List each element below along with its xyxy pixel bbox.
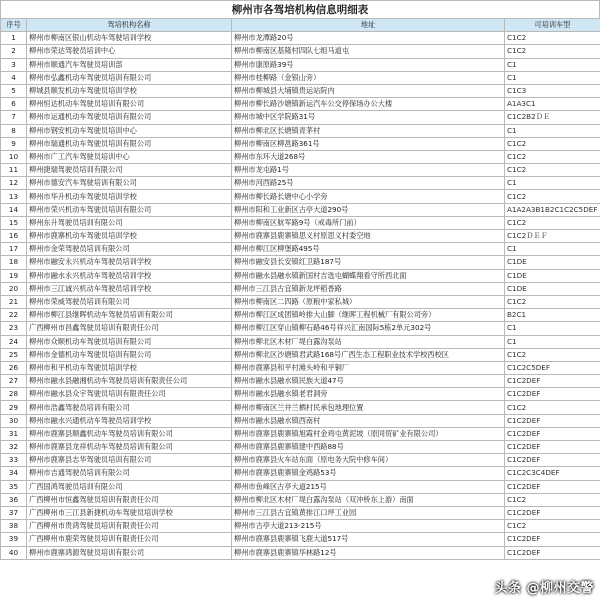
cell-name: 柳州市柳南区银山机动车驾驶培训学校 <box>27 32 232 45</box>
cell-address: 柳州市柳江区成团镇岭排大山脚（继晖工程机械厂有限公司旁） <box>232 309 505 322</box>
cell-no: 37 <box>1 506 27 519</box>
cell-no: 34 <box>1 467 27 480</box>
cell-address: 柳州市柳南区航军路9号（戒毒所门前） <box>232 216 505 229</box>
cell-name: 柳州市三江诚兴机动车驾驶员培训学校 <box>27 282 232 295</box>
table-row <box>1 71 600 84</box>
cell-no: 2 <box>1 45 27 58</box>
cell-name: 柳州市华升机动车驾驶员培训学校 <box>27 190 232 203</box>
cell-address: 柳州市柳城县大埔镇贵运站院内 <box>232 84 505 97</box>
table-row <box>1 98 600 111</box>
training-institutions-table <box>0 18 600 560</box>
cell-types: C1C2DEF <box>505 454 600 467</box>
cell-name: 柳城县顺发机动车驾驶员培训学校 <box>27 84 232 97</box>
cell-no: 11 <box>1 164 27 177</box>
cell-name: 广西柳州市昌鑫驾驶员培训有限责任公司 <box>27 322 232 335</box>
cell-types: C1C2 <box>505 216 600 229</box>
table-row <box>1 282 600 295</box>
table-row <box>1 375 600 388</box>
table-row <box>1 441 600 454</box>
table-row <box>1 454 600 467</box>
cell-no: 28 <box>1 388 27 401</box>
header-types: 可培训车型 <box>505 19 600 32</box>
cell-no: 5 <box>1 84 27 97</box>
cell-types: C1C2ＤＥＦ <box>505 230 600 243</box>
cell-address: 柳州市鹿寨县鹿寨镇飞鹿大道517号 <box>232 533 505 546</box>
cell-no: 4 <box>1 71 27 84</box>
cell-types: C1C2 <box>505 493 600 506</box>
cell-address: 柳州市城中区学院路31号 <box>232 111 505 124</box>
cell-address: 柳州市鱼峰区古亭大道215号 <box>232 480 505 493</box>
table-row <box>1 401 600 414</box>
cell-address: 柳州市三江县古宜镇新龙坪稻香路 <box>232 282 505 295</box>
cell-types: C1C2C5DEF <box>505 361 600 374</box>
cell-name: 柳州市融水兴通机动车驾驶员培训学校 <box>27 414 232 427</box>
table-row <box>1 58 600 71</box>
table-row <box>1 256 600 269</box>
table-row <box>1 335 600 348</box>
cell-name: 柳州市金德机动车驾驶员培训有限公司 <box>27 348 232 361</box>
cell-address: 柳州市鹿寨县鹿寨镇思义村原思义村委空地 <box>232 230 505 243</box>
cell-name: 柳州市柳江县继晖机动车驾驶员培训有限公司 <box>27 309 232 322</box>
watermark: 头条 @柳州交警 <box>494 581 594 596</box>
cell-name: 柳州市运通机动车驾驶员培训有限公司 <box>27 111 232 124</box>
cell-no: 35 <box>1 480 27 493</box>
table-row <box>1 137 600 150</box>
table-row <box>1 84 600 97</box>
table-row <box>1 124 600 137</box>
cell-address: 柳州市鹿寨县火车站东面（原电务大院中修车间） <box>232 454 505 467</box>
cell-name: 柳州东升驾驶员培训有限公司 <box>27 216 232 229</box>
cell-address: 柳州市融水县融水镇民族大道47号 <box>232 375 505 388</box>
table-row <box>1 45 600 58</box>
cell-types: A1A3C1 <box>505 98 600 111</box>
cell-types: C1C2DEF <box>505 480 600 493</box>
cell-no: 8 <box>1 124 27 137</box>
cell-name: 柳州市金荣驾驶员培训有限公司 <box>27 243 232 256</box>
table-row <box>1 427 600 440</box>
cell-no: 20 <box>1 282 27 295</box>
cell-no: 6 <box>1 98 27 111</box>
table-row <box>1 480 600 493</box>
table-title: 柳州市各驾培机构信息明细表 <box>0 0 600 18</box>
cell-address: 柳州市河西路25号 <box>232 177 505 190</box>
cell-address: 柳州市桂柳路（金银山旁） <box>232 71 505 84</box>
cell-no: 36 <box>1 493 27 506</box>
cell-name: 柳州市融水永兴机动车驾驶员培训学校 <box>27 269 232 282</box>
cell-types: C1C2DEF <box>505 388 600 401</box>
cell-no: 13 <box>1 190 27 203</box>
table-row <box>1 520 600 533</box>
cell-name: 柳州恒达机动车驾驶员培训有限公司 <box>27 98 232 111</box>
cell-name: 柳州市浩鑫驾驶员培训有限公司 <box>27 401 232 414</box>
cell-name: 柳州市瑞通机动车驾驶员培训有限公司 <box>27 137 232 150</box>
cell-types: B2C1 <box>505 309 600 322</box>
table-row <box>1 216 600 229</box>
cell-no: 14 <box>1 203 27 216</box>
cell-name: 柳州市鹿寨县顺鑫机动车驾驶员培训有限公司 <box>27 427 232 440</box>
table-row <box>1 164 600 177</box>
cell-types: C1 <box>505 177 600 190</box>
cell-name: 柳州市广工汽车驾驶员培训中心 <box>27 150 232 163</box>
header-no: 序号 <box>1 19 27 32</box>
cell-types: C1 <box>505 335 600 348</box>
cell-no: 40 <box>1 546 27 559</box>
header-address: 地址 <box>232 19 505 32</box>
cell-types: C1C2DEF <box>505 441 600 454</box>
cell-types: C1C2DEF <box>505 546 600 559</box>
cell-no: 31 <box>1 427 27 440</box>
cell-address: 柳州市柳长路长塘中心小学旁 <box>232 190 505 203</box>
cell-types: C1C2DEF <box>505 414 600 427</box>
cell-types: C1C2B2ＤＥ <box>505 111 600 124</box>
cell-no: 39 <box>1 533 27 546</box>
cell-no: 22 <box>1 309 27 322</box>
cell-types: C1C2 <box>505 164 600 177</box>
table-row <box>1 203 600 216</box>
table-body <box>1 32 600 560</box>
cell-address: 柳州市龙潭路20号 <box>232 32 505 45</box>
cell-types: C1C3 <box>505 84 600 97</box>
table-row <box>1 493 600 506</box>
cell-address: 柳州市柳北区木材厂堤白露沟泵站 <box>232 335 505 348</box>
cell-no: 18 <box>1 256 27 269</box>
table-row <box>1 111 600 124</box>
cell-address: 柳州市东环大道268号 <box>232 150 505 163</box>
table-header-row <box>1 19 600 32</box>
table-row <box>1 322 600 335</box>
cell-name: 柳州捷瑞驾驶员培训有限公司 <box>27 164 232 177</box>
cell-address: 柳州市阳和工业新区古亭大道290号 <box>232 203 505 216</box>
cell-name: 柳州市和平机动车驾驶员培训学校 <box>27 361 232 374</box>
cell-types: C1C2 <box>505 348 600 361</box>
cell-name: 柳州市融水县众宇驾驶员培训有限责任公司 <box>27 388 232 401</box>
cell-name: 柳州市吉通驾驶员培训有限公司 <box>27 467 232 480</box>
cell-address: 柳州市龙屯路1号 <box>232 164 505 177</box>
cell-no: 16 <box>1 230 27 243</box>
cell-no: 29 <box>1 401 27 414</box>
cell-name: 柳州市弘鑫机动车驾驶员培训有限公司 <box>27 71 232 84</box>
table-row <box>1 533 600 546</box>
cell-address: 柳州市柳江区柳堡路495号 <box>232 243 505 256</box>
cell-types: C1C2 <box>505 295 600 308</box>
cell-address: 柳州市柳北区长塘镇青茅村 <box>232 124 505 137</box>
cell-name: 柳州市鹿寨机动车驾驶员培训学校 <box>27 230 232 243</box>
cell-name: 柳州市荣达驾驶员培训中心 <box>27 45 232 58</box>
cell-no: 3 <box>1 58 27 71</box>
cell-address: 柳州市融安县长安镇红卫路187号 <box>232 256 505 269</box>
cell-types: C1C2 <box>505 45 600 58</box>
cell-name: 柳州市钢安机动车驾驶员培训中心 <box>27 124 232 137</box>
cell-name: 广西柳州市贵鸿驾驶员培训有限责任公司 <box>27 520 232 533</box>
cell-no: 10 <box>1 150 27 163</box>
cell-name: 广西柳州市恒鑫驾驶员培训有限责任公司 <box>27 493 232 506</box>
cell-no: 27 <box>1 375 27 388</box>
cell-address: 柳州市融水县融水镇西南村 <box>232 414 505 427</box>
cell-no: 15 <box>1 216 27 229</box>
cell-name: 柳州市鹿寨鸿源驾驶员培训有限公司 <box>27 546 232 559</box>
cell-name: 广西柳州市鹿荣驾驶员培训有限责任公司 <box>27 533 232 546</box>
cell-types: C1C2 <box>505 401 600 414</box>
cell-name: 广西国鸿驾驶员培训有限公司 <box>27 480 232 493</box>
cell-name: 柳州市鹿寨县龙祥机动车驾驶员培训有限公司 <box>27 441 232 454</box>
cell-no: 32 <box>1 441 27 454</box>
table-row <box>1 32 600 45</box>
cell-address: 柳州市融水县融水镇老君洞旁 <box>232 388 505 401</box>
cell-address: 柳州市古亭大道213-215号 <box>232 520 505 533</box>
table-row <box>1 388 600 401</box>
table-row <box>1 190 600 203</box>
cell-types: C1DE <box>505 282 600 295</box>
cell-address: 柳州市鹿寨县鹿寨镇华林路12号 <box>232 546 505 559</box>
cell-address: 柳州市鹿寨县鹿寨镇旭霞村金鸡屯黄泥坡（原同贸矿业有限公司） <box>232 427 505 440</box>
table-row <box>1 546 600 559</box>
table-row <box>1 348 600 361</box>
cell-address: 柳州市鹿寨县和平村滩头岭和平铜厂 <box>232 361 505 374</box>
cell-address: 柳州市柳长路沙塘镇新运汽车公交停保场办公大楼 <box>232 98 505 111</box>
cell-name: 柳州市顺通汽车驾驶员培训部 <box>27 58 232 71</box>
cell-types: C1C2DEF <box>505 375 600 388</box>
cell-address: 柳州市鹿寨县鹿寨镇建中西路88号 <box>232 441 505 454</box>
cell-types: C1C2DEF <box>505 427 600 440</box>
table-row <box>1 230 600 243</box>
header-name: 驾培机构名称 <box>27 19 232 32</box>
cell-no: 19 <box>1 269 27 282</box>
cell-no: 23 <box>1 322 27 335</box>
cell-name: 柳州市鹿寨县志华驾驶员培训有限公司 <box>27 454 232 467</box>
cell-no: 12 <box>1 177 27 190</box>
cell-no: 30 <box>1 414 27 427</box>
cell-address: 柳州市柳南区二四路（原粮中家私城） <box>232 295 505 308</box>
cell-name: 广西柳州市三江县新捷机动车驾驶员培训学校 <box>27 506 232 519</box>
cell-address: 柳州市柳北区木材厂堤白露沟泵站（双冲桥东上游）南面 <box>232 493 505 506</box>
cell-address: 柳州市康原路39号 <box>232 58 505 71</box>
cell-types: C1C2 <box>505 137 600 150</box>
table-row <box>1 269 600 282</box>
cell-no: 7 <box>1 111 27 124</box>
cell-name: 柳州市融安永兴机动车驾驶员培训学校 <box>27 256 232 269</box>
cell-no: 26 <box>1 361 27 374</box>
cell-name: 柳州市众顺机动车驾驶员培训有限公司 <box>27 335 232 348</box>
cell-address: 柳州市柳江区穿山镇柳石路46号祥兴汇南国际5栋2单元302号 <box>232 322 505 335</box>
cell-types: C1 <box>505 322 600 335</box>
cell-types: C1C2 <box>505 150 600 163</box>
cell-types: C1 <box>505 71 600 84</box>
cell-no: 33 <box>1 454 27 467</box>
cell-types: C1C2 <box>505 520 600 533</box>
cell-no: 17 <box>1 243 27 256</box>
table-row <box>1 150 600 163</box>
cell-name: 柳州市德安汽车驾驶培训有限公司 <box>27 177 232 190</box>
cell-name: 柳州市荣威驾驶员培训有限公司 <box>27 295 232 308</box>
table-row <box>1 309 600 322</box>
cell-name: 柳州市荣兴机动车驾驶员培训有限公司 <box>27 203 232 216</box>
cell-name: 柳州市融水县融湘机动车驾驶员培训有限责任公司 <box>27 375 232 388</box>
cell-address: 柳州市柳南区基隆村四队七组马道屯 <box>232 45 505 58</box>
cell-types: C1DE <box>505 269 600 282</box>
cell-types: C1C2DEF <box>505 506 600 519</box>
cell-no: 38 <box>1 520 27 533</box>
cell-no: 9 <box>1 137 27 150</box>
cell-types: C1C2C3C4DEF <box>505 467 600 480</box>
cell-types: C1DE <box>505 256 600 269</box>
cell-address: 柳州市三江县古宜镇黄排江口坪工业园 <box>232 506 505 519</box>
table-row <box>1 243 600 256</box>
cell-no: 24 <box>1 335 27 348</box>
cell-types: C1C2 <box>505 32 600 45</box>
cell-address: 柳州市融水县融水镇新国村吉选屯蝴蝶翔看守所西北面 <box>232 269 505 282</box>
cell-address: 柳州市柳北区沙塘镇君武路168号广西生态工程职业技术学校西校区 <box>232 348 505 361</box>
cell-types: C1 <box>505 124 600 137</box>
cell-no: 25 <box>1 348 27 361</box>
table-row <box>1 361 600 374</box>
table-row <box>1 414 600 427</box>
table-row <box>1 295 600 308</box>
cell-address: 柳州市柳南区兰井兰栖村民承包地理位置 <box>232 401 505 414</box>
table-row <box>1 506 600 519</box>
cell-types: C1C2 <box>505 190 600 203</box>
cell-no: 21 <box>1 295 27 308</box>
cell-types: A1A2A3B1B2C1C2C5DEF <box>505 203 600 216</box>
cell-address: 柳州市柳南区柳邕路361号 <box>232 137 505 150</box>
table-row <box>1 467 600 480</box>
cell-types: C1C2DEF <box>505 533 600 546</box>
table-row <box>1 177 600 190</box>
cell-types: C1 <box>505 58 600 71</box>
cell-no: 1 <box>1 32 27 45</box>
cell-address: 柳州市鹿寨县鹿寨镇金鸡路53号 <box>232 467 505 480</box>
cell-types: C1 <box>505 243 600 256</box>
